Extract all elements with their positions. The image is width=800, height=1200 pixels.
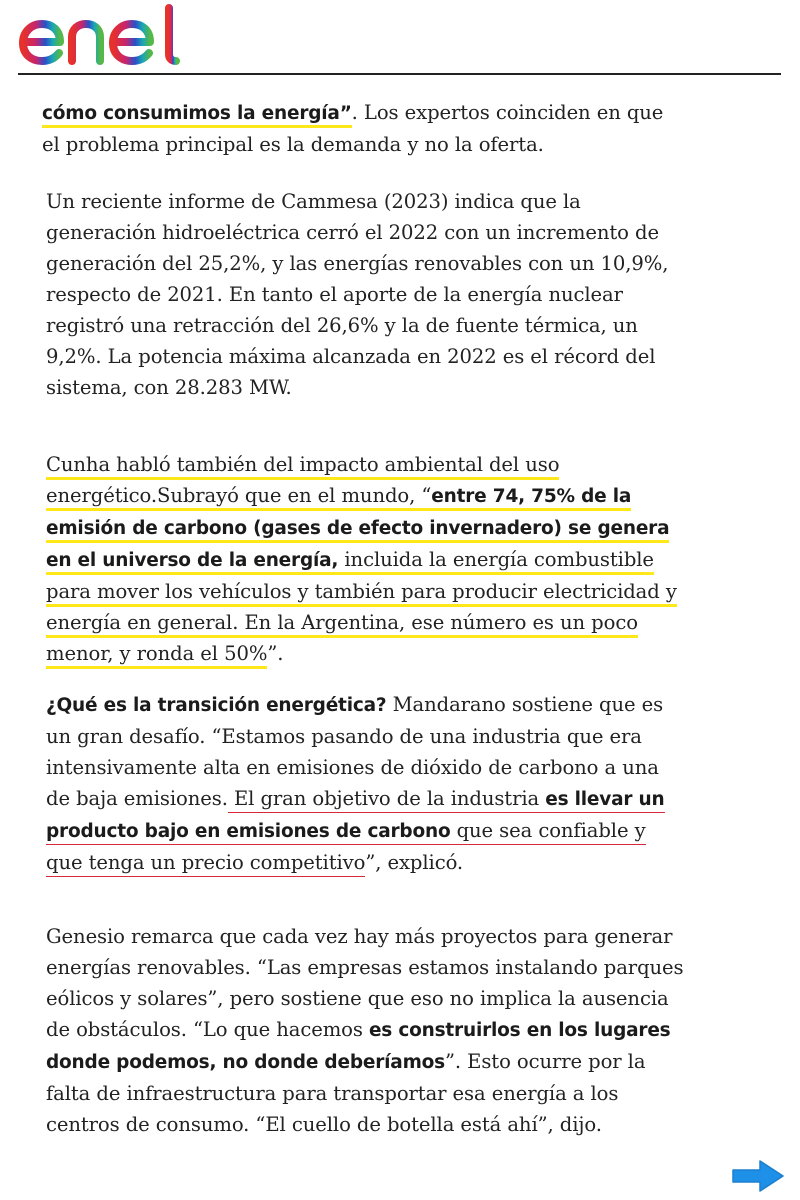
highlighted-text: cómo consumimos la energía” (42, 101, 352, 128)
arrow-right-icon[interactable] (730, 1158, 786, 1194)
article-paragraph: ¿Qué es la transición energética? Mandarano sostiene que es un gran desafío. “Estamos pasando de una industria que era intensivamente alta en emisiones de dióxido de carbono a una de baja emisiones. El gran objetivo de la industria es llevar un producto bajo en emisiones de carbono que sea confiable y que tenga un precio competitivo”, explicó. (46, 689, 686, 878)
article-paragraph: Genesio remarca que cada vez hay más proyectos para generar energías renovables. “Las empresas estamos instalando parques eólicos y solares”, pero sostiene que eso no implica la ausencia de obstáculos. “Lo que hacemos es construirlos en los lugares donde podemos, no donde deberíamos”. Esto ocurre por la falta de infraestructura para transportar esa energía a los centros de consumo. “El cuello de botella está ahí”, dijo. (46, 925, 684, 1136)
underlined-quote: El gran objetivo de la industria es llevar un producto bajo en emisiones de carbono que sea confiable y que tenga un precio competitivo (46, 787, 665, 877)
highlighted-text: Cunha habló también del impacto ambiental del uso energético.Subrayó que en el mundo, “entre 74, 75% de la emisión de carbono (gases de efecto invernadero) se genera en el universo de la energía, incluida la energía combustible para mover los vehículos y también para producir electricidad y energía en general. En la Argentina, ese número es un poco menor, y ronda el 50% (46, 453, 677, 669)
article-paragraph: Cunha habló también del impacto ambiental del uso energético.Subrayó que en el mundo, “entre 74, 75% de la emisión de carbono (gases de efecto invernadero) se genera en el universo de la energía, incluida la energía combustible para mover los vehículos y también para producir electricidad y energía en general. En la Argentina, ese número es un poco menor, y ronda el 50%”. (46, 449, 686, 669)
article-paragraph: cómo consumimos la energía”. Los expertos coinciden en que el problema principal es la demanda y no la oferta. (42, 101, 664, 156)
header (0, 0, 800, 76)
article-paragraph: Un reciente informe de Cammesa (2023) indica que la generación hidroeléctrica cerró el 2022 con un incremento de generación del 25,2%, y las energías renovables con un 10,9%, respecto de 2021. En tanto el aporte de la energía nuclear registró una retracción del 26,6% y la de fuente térmica, un 9,2%. La potencia máxima alcanzada en 2022 es el récord del sistema, con 28.283 MW. (46, 190, 669, 399)
enel-logo[interactable] (18, 4, 180, 66)
header-divider (18, 73, 781, 75)
